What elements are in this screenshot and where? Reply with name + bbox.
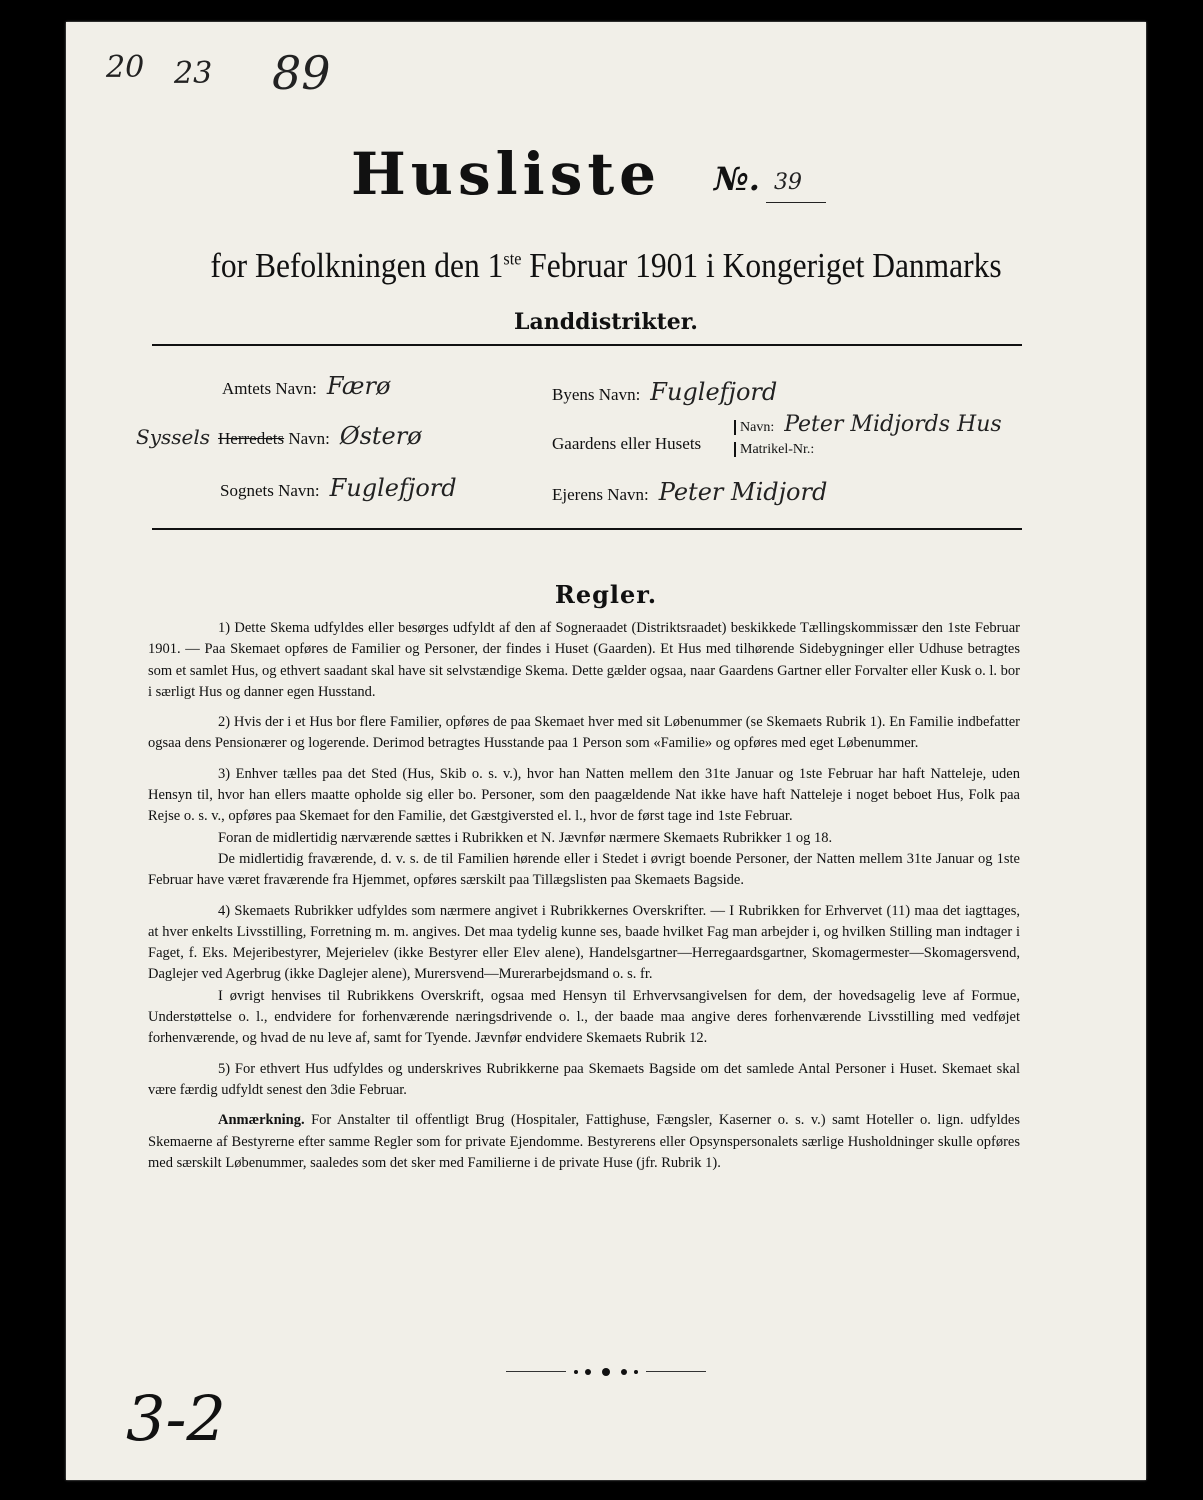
- rule-3-midlertidig: De midlertidig fraværende, d. v. s. de til Familien hørende eller i Stedet i øvrigt boende Personer, der Natten mellem 31te Januar og 1ste Februar have været fraværende fra Hjemmet, opføres særskilt paa Tillægslisten paa Skemaets Bagside.: [148, 850, 1020, 889]
- rules-body: [148, 618, 1020, 1183]
- corner-number-2: 23: [174, 56, 213, 91]
- subtitle-pre: for Befolkningen den 1: [210, 246, 504, 285]
- sogn-field: [220, 474, 457, 502]
- number-line: [766, 202, 826, 203]
- gaard-navn-value: Peter Midjords Hus: [784, 412, 1002, 437]
- corner-number-3: 89: [272, 46, 331, 100]
- gaard-navn-label: Navn:: [734, 420, 774, 435]
- note-label: Anmærkning.: [218, 1112, 305, 1129]
- herred-label: Navn:: [288, 429, 330, 448]
- by-field: [552, 378, 777, 406]
- rule-4-ovrigt: I øvrigt henvises til Rubrikkens Overskrift, ogsaa med Hensyn til Erhvervsangivelsen for dem, der hovedsagelig leve af Formue, Understøttelse o. l., endvidere for forhenværende næringsdrivende o. l., der baade maa angive deres forhenværende Livsstilling med vedføjet forhenværende, og hvad de nu leve af, samt for Tyende. Jævnfør endvidere Skemaets Rubrik 12.: [148, 987, 1020, 1047]
- rule-1: 1) Dette Skema udfyldes eller besørges udfyldt af den af Sogneraadet (Distriktsraadet) beskikkede Tællingskommissær den 1ste Februar 1901. — Paa Skemaet opføres de Familier og Personer, der findes i Huset (Gaarden). Et Hus med tilhørende Sidebygninger eller Udhuse betragtes som et samlet Hus, og ethvert saadant skal have sit selvstændige Skema. Dette gælder ogsaa, naar Gaardens Gartner eller Forvalter eller Kusk o. l. bor i særligt Hus og danner egen Husstand.: [148, 620, 1020, 700]
- document-page: [66, 22, 1146, 1480]
- page-title: Husliste: [351, 140, 662, 208]
- divider-bottom: [152, 528, 1022, 530]
- sub-subtitle: Landdistrikter.: [514, 309, 698, 335]
- amt-field: [222, 372, 390, 400]
- subtitle-sup: ste: [503, 248, 522, 269]
- number-value: 39: [774, 170, 802, 195]
- herred-struck-label: Herredets: [218, 429, 285, 448]
- corner-number-1: 20: [106, 50, 145, 85]
- note-text: For Anstalter til offentligt Brug (Hospitaler, Fattighuse, Fængsler, Kaserner o. s. v.) samt Hoteller o. lign. udfyldes Skemaerne af Bestyrerne efter samme Regler som for private Ejendomme. Bestyrerens eller Opsynspersonalets særlige Husholdninger skulle opføres med særskilt Løbenummer, saaledes som det sker med Familierne i de private Huse (jfr. Rubrik 1).: [148, 1112, 1020, 1171]
- by-value: Fuglefjord: [650, 378, 778, 406]
- amt-label: Amtets Navn:: [222, 379, 317, 398]
- rule-5: 5) For ethvert Hus udfyldes og underskrives Rubrikkerne paa Skemaets Bagside om det samlede Antal Personer i Huset. Skemaet skal være færdig udfyldt senest den 3die Februar.: [148, 1060, 1020, 1098]
- ejer-value: Peter Midjord: [658, 478, 828, 506]
- ejer-label: Ejerens Navn:: [552, 485, 649, 504]
- gaard-navn-field: [734, 412, 1002, 437]
- rule-4: 4) Skemaets Rubrikker udfyldes som nærmere angivet i Rubrikkernes Overskrifter. — I Rubrikken for Erhvervet (11) maa det iagttages, at hver enkelts Livsstilling, Forretning m. m. angives. Det maa tydelig kunne ses, baade hvilket Fag man arbejder i, og hvilken Stilling man indtager i Faget, f. Eks. Mejeribestyrer, Mejerielev (ikke Bestyrer eller Elev alene), Handelsgartner—Herregaardsgartner, Skomagermester—Skomagersvend, Daglejer ved Agerbrug (ikke Daglejer alene), Murersvend—Murerarbejdsmand o. s. fr.: [148, 902, 1020, 983]
- divider-top: [152, 344, 1022, 346]
- rules-heading: Regler.: [554, 580, 658, 609]
- rule-3-foran: Foran de midlertidig nærværende sættes i Rubrikken et N. Jævnfør nærmere Skemaets Rubrikker 1 og 18.: [218, 829, 833, 846]
- ornament: [506, 1362, 706, 1386]
- by-label: Byens Navn:: [552, 385, 641, 404]
- gaard-field: [552, 434, 701, 454]
- number-mark: №.: [714, 160, 760, 198]
- note: [148, 1110, 1020, 1174]
- herred-prefix: Syssels: [136, 425, 211, 449]
- sogn-value: Fuglefjord: [329, 474, 457, 502]
- subtitle-post: Februar 1901 i Kongeriget Danmarks: [521, 246, 1002, 285]
- rule-2: 2) Hvis der i et Hus bor flere Familier, opføres de paa Skemaet hver med sit Løbenummer (se Skemaets Rubrik 1). En Familie indbefatter ogsaa dens Pensionærer og logerende. Derimod betragtes Husstande paa 1 Person som «Familie» og opføres med eget Løbenummer.: [148, 714, 1020, 752]
- sogn-label: Sognets Navn:: [220, 481, 320, 500]
- herred-field: [136, 422, 422, 450]
- matrikel-label: Matrikel-Nr.:: [734, 442, 814, 457]
- amt-value: Færø: [326, 372, 391, 400]
- bottom-handwriting: 3-2: [126, 1382, 226, 1455]
- rule-3: 3) Enhver tælles paa det Sted (Hus, Skib o. s. v.), hvor han Natten mellem den 31te Januar og 1ste Februar har haft Natteleje, uden Hensyn til, hvor han ellers maatte opholde sig eller bo. Personer, som den paagældende Nat ikke have haft Natteleje i noget beboet Hus, Folk paa Rejse o. s. v., opføres paa Skemaet for den Familie, det Gæstgiversted el. l., hvor de først tage ind 1ste Februar.: [148, 765, 1020, 825]
- ornament-icon: [566, 1362, 646, 1382]
- subtitle: [210, 246, 1002, 286]
- herred-value: Østerø: [339, 422, 422, 450]
- gaard-label: Gaardens eller Husets: [552, 434, 702, 453]
- ejer-field: [552, 478, 827, 506]
- matrikel-field: [734, 442, 814, 458]
